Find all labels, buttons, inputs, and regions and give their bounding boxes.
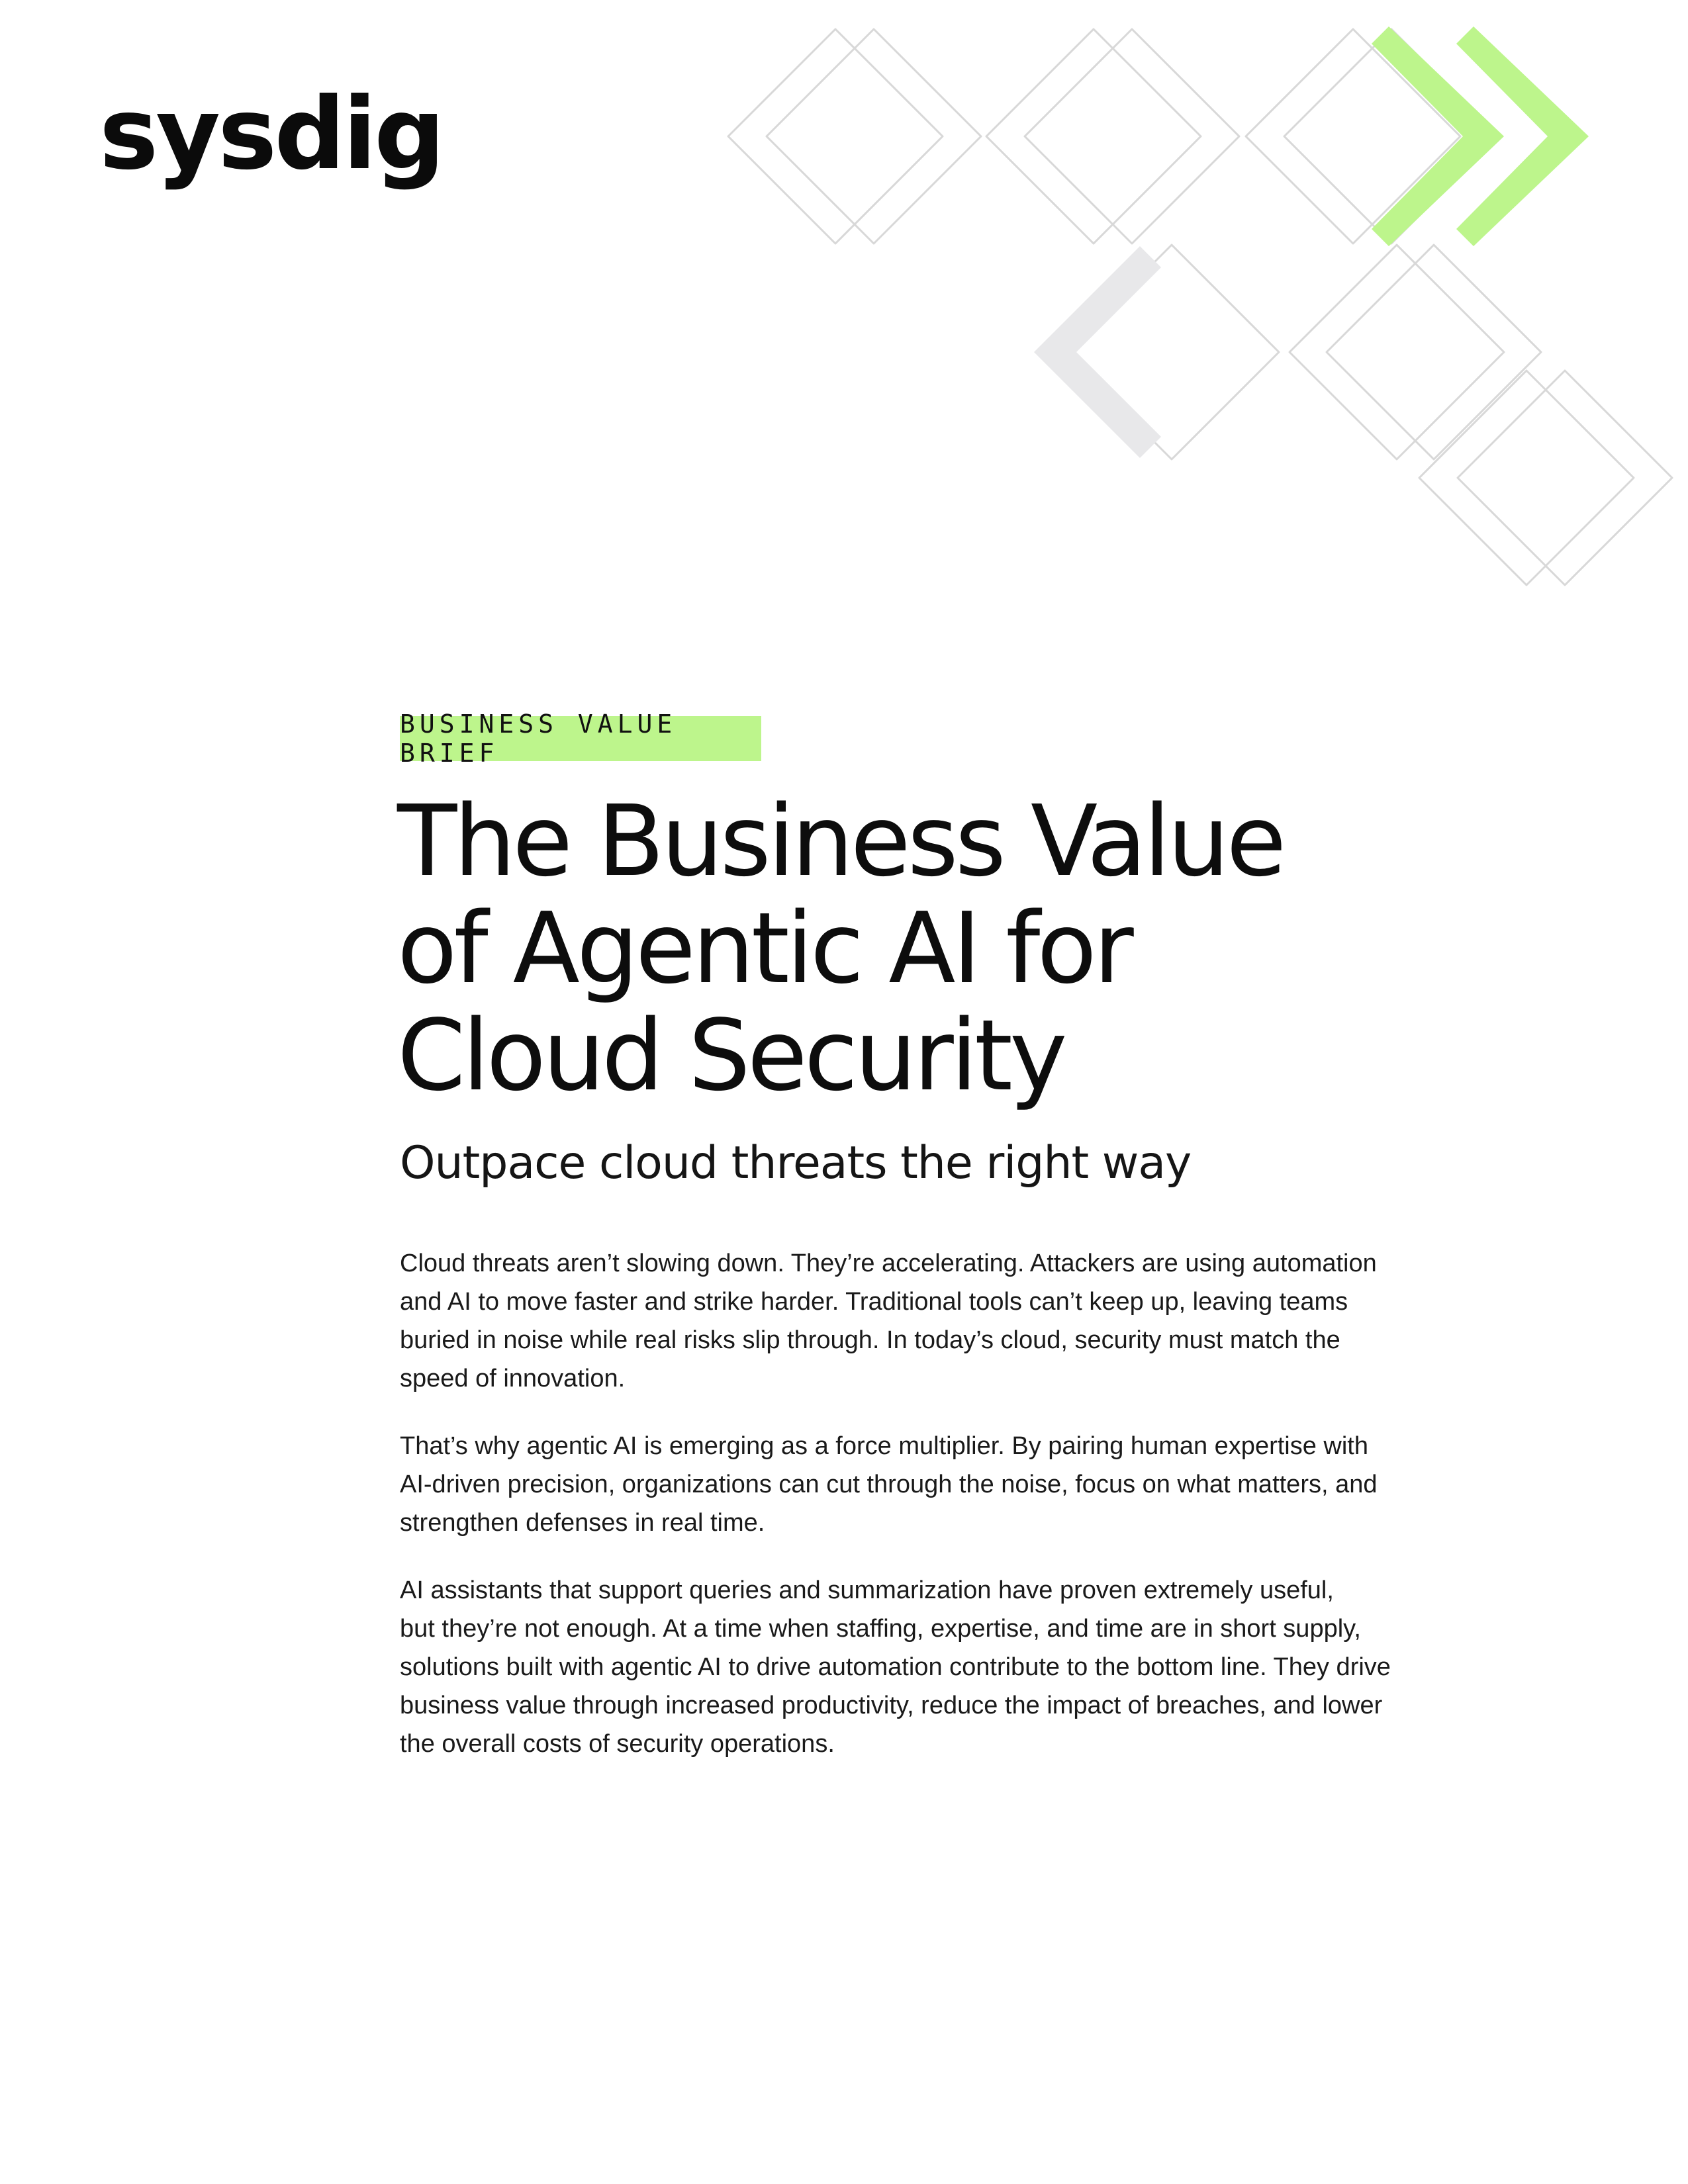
title-line: of Agentic AI for [397,891,1131,1005]
body-line: solutions built with agentic AI to drive automation contribute to the bottom line. They drive [400,1653,1391,1681]
body-paragraph [400,1427,1472,1542]
category-tag-label: BUSINESS VALUE BRIEF [400,709,677,768]
diamond-outline [1246,29,1460,244]
sysdig-logo: sysdig [99,77,443,192]
title-line: Cloud Security [397,999,1064,1113]
diamond-outline [767,29,981,244]
diamond-outline [1289,245,1504,459]
diamond-outline [1064,245,1279,459]
page-subtitle: Outpace cloud threats the right way [400,1137,1192,1189]
body-line: and AI to move faster and strike harder. Traditional tools can’t keep up, leaving teams [400,1288,1348,1316]
diamond-outline [1419,371,1634,585]
title-line: The Business Value [397,784,1284,898]
grey-chevron-shape [1034,246,1161,458]
body-line: That’s why agentic AI is emerging as a force multiplier. By pairing human expertise with [400,1432,1368,1460]
body-line: strengthen defenses in real time. [400,1509,765,1537]
body-text [400,1244,1472,1792]
body-line: speed of innovation. [400,1365,626,1392]
body-line: business value through increased productivity, reduce the impact of breaches, and lower [400,1692,1383,1719]
body-line: AI-driven precision, organizations can cut through the noise, focus on what matters, and [400,1471,1378,1498]
decorative-diamond-pattern [0,0,1688,596]
diamond-outline [986,29,1201,244]
category-tag [400,709,761,768]
body-line: the overall costs of security operations. [400,1730,835,1758]
body-line: buried in noise while real risks slip through. In today’s cloud, security must match the [400,1326,1340,1354]
body-line: but they’re not enough. At a time when staffing, expertise, and time are in short supply, [400,1615,1361,1643]
page-title [397,784,1589,1113]
diamond-outline [1025,29,1239,244]
body-paragraph [400,1571,1472,1763]
body-paragraph [400,1244,1472,1398]
body-line: AI assistants that support queries and summarization have proven extremely useful, [400,1576,1334,1604]
body-line: Cloud threats aren’t slowing down. They’re accelerating. Attackers are using automation [400,1250,1377,1277]
diamond-outline [728,29,943,244]
